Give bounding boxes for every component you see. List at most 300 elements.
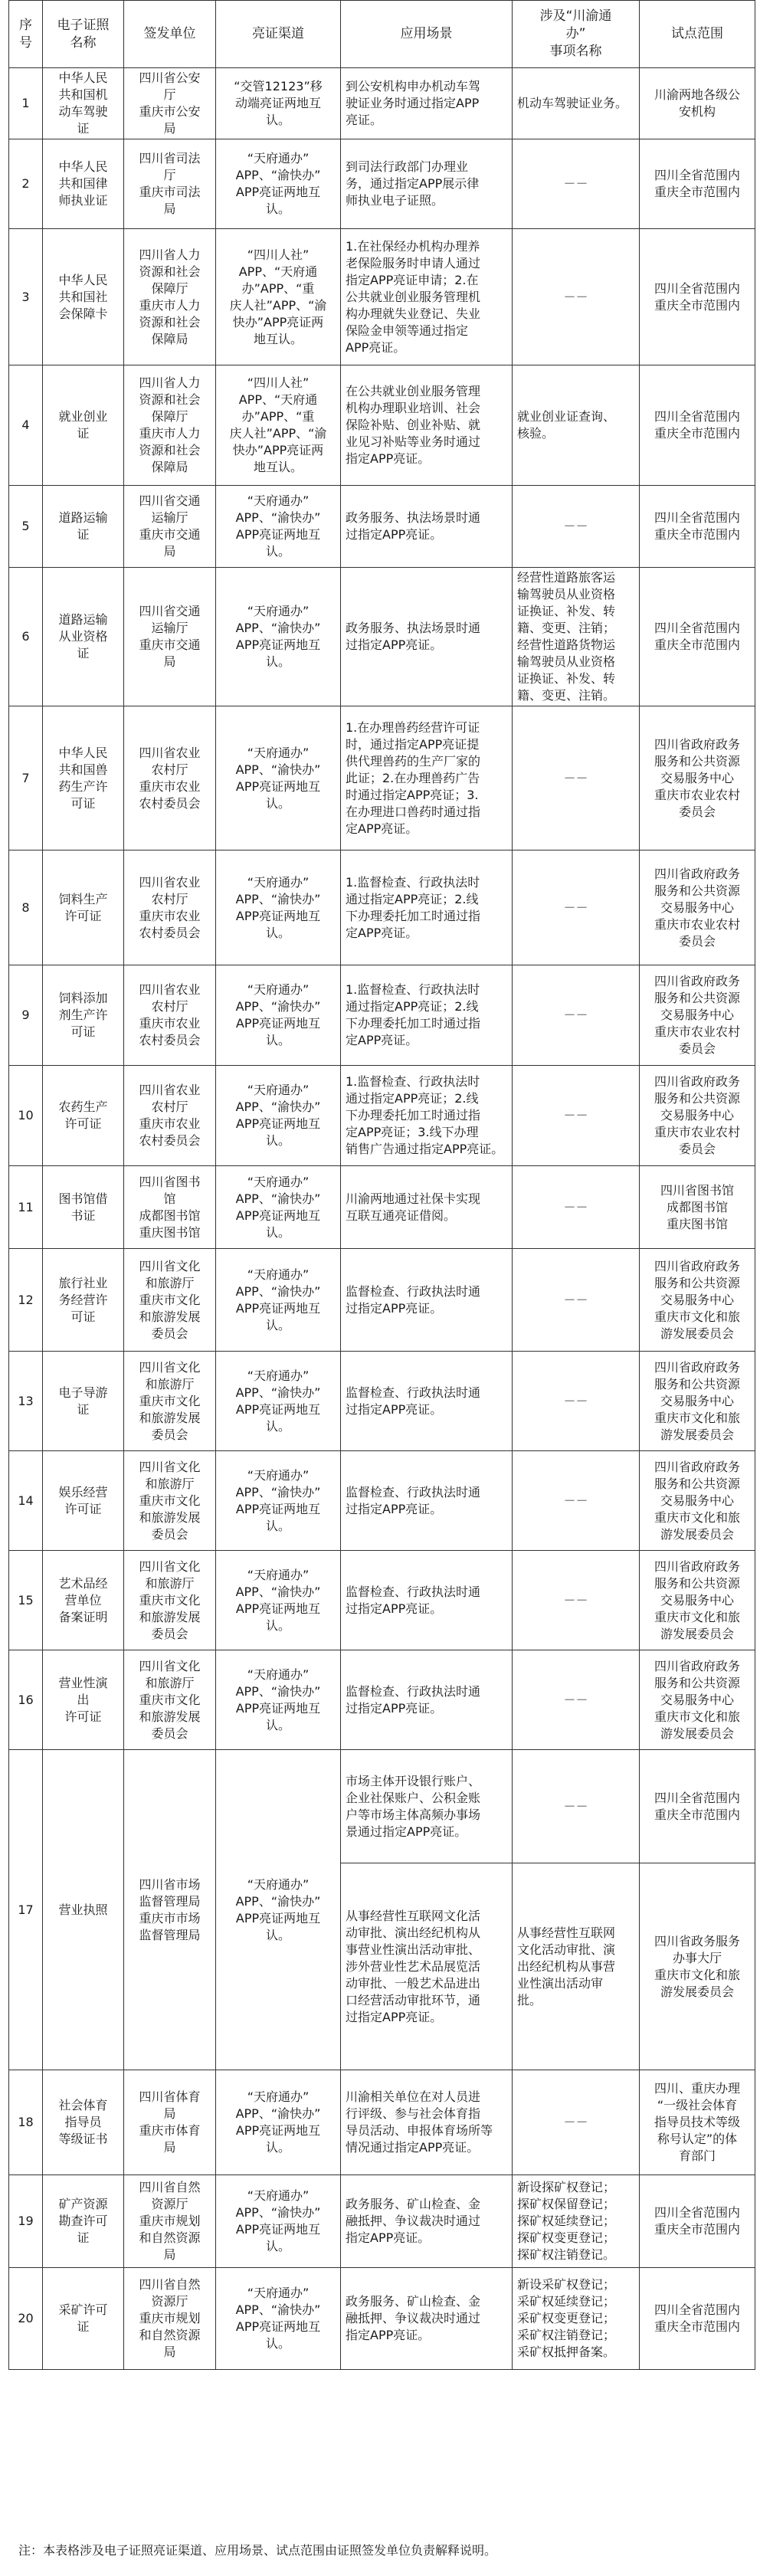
cell-text-line: －－ (563, 2115, 588, 2129)
cell-text-line: 行评级、参与社会体育指 (346, 2106, 481, 2121)
cell-text-line: 四川全省范围内 (654, 168, 740, 182)
cell-text-line: 药生产许 (58, 778, 108, 794)
cell-text-line: APP亮证两地互 (235, 637, 321, 652)
cell-text-line: 从事经营性互联网 (517, 1925, 616, 1940)
cell-range (640, 139, 755, 229)
cell-text-line: “天府通办” (247, 1267, 310, 1282)
cell-text-line: 和旅游厅 (145, 1675, 195, 1690)
cell-text-line: 认。 (265, 1927, 290, 1942)
cell-text-line: 交易服务中心 (660, 900, 734, 915)
cell-text-line: 定APP亮证。 (346, 1033, 418, 1047)
cell-text-line: 证 (77, 2230, 90, 2245)
cell-text-line: 通过指定APP亮证；2.线 (346, 891, 479, 906)
cell-text-line: 四川省交通 (139, 604, 201, 618)
cell-text-line: 资源和社会 (139, 264, 201, 279)
cell-unit (124, 568, 216, 706)
cell-text-line: 游发展委员会 (660, 1626, 734, 1641)
cell-text-line: 保障局 (151, 331, 188, 346)
cell-range (640, 1863, 755, 2070)
cell-text-line: 农村厅 (151, 1100, 188, 1114)
cell-text-line: 重庆市文化 (139, 1592, 201, 1608)
cell-text-line: 四川省文化 (139, 1359, 201, 1375)
cell-items (513, 1352, 640, 1451)
cell-text-line: 下办理委托加工时通过指 (346, 1016, 481, 1031)
cell-items (513, 1249, 640, 1352)
cell-text-line: 证 (77, 1401, 90, 1417)
cell-text-line: 探矿权延续登记； (517, 2214, 616, 2228)
cell-text-line: 认。 (265, 1224, 290, 1240)
cell-text-line: “天府通办” (247, 2089, 310, 2104)
cell-text-line: 四川、重庆办理 (654, 2081, 740, 2096)
cell-text-line: APP亮证两地互 (235, 1910, 321, 1925)
cell-channel (216, 965, 341, 1066)
cell-text-line: 指定APP亮证。 (346, 2230, 431, 2245)
cell-text-line: 应用场景 (400, 26, 453, 41)
cell-text-line: 四川省政府政务 (654, 974, 740, 988)
cell-name (43, 2175, 124, 2268)
cell-text-line: 四川省政府政务 (654, 866, 740, 881)
cell-no: 7 (9, 706, 43, 850)
table-row (9, 1451, 755, 1551)
cell-text-line: 指导员 (64, 2115, 102, 2129)
cell-text-line: 认。 (265, 1133, 290, 1148)
cell-text-line: 认。 (265, 1033, 290, 1047)
cell-unit (124, 850, 216, 965)
cell-text-line: 在办理进口兽药时通过指 (346, 804, 481, 819)
cell-text-line: －－ (563, 1592, 588, 1608)
cell-text-line: 序 (19, 17, 32, 33)
cell-text-line: 构办理就失业登记、失业 (346, 306, 481, 321)
cell-text-line: 可证 (70, 1024, 96, 1039)
cell-text-line: 庆人社”APP、“渝 (229, 297, 327, 313)
cell-unit (124, 1352, 216, 1451)
cell-text-line: 四川省政府政务 (654, 1359, 740, 1375)
cell-text-line: 四川全省范围内 (654, 409, 740, 424)
cell-channel (216, 365, 341, 486)
cell-text-line: “天府通办” (247, 493, 310, 508)
cell-text-line: 事项名称 (549, 44, 602, 59)
cell-text-line: 局 (163, 2106, 176, 2121)
cell-no: 6 (9, 568, 43, 706)
cell-unit (124, 486, 216, 568)
header-name (43, 1, 124, 68)
cell-text-line: 重庆全市范围内 (654, 637, 740, 652)
cell-text-line: 等级证书 (58, 2132, 108, 2146)
cell-text-line: 务，通过指定APP展示律 (346, 176, 480, 191)
cell-text-line: APP、“渝快办” (235, 891, 321, 906)
cell-text-line: －－ (563, 1493, 588, 1508)
cell-text-line: 营单位 (64, 1592, 102, 1608)
cell-text-line: APP亮证两地互 (235, 2222, 321, 2237)
cell-text-line: “天府通办” (247, 982, 310, 997)
table-row (9, 965, 755, 1066)
cell-text-line: 和旅游发展 (139, 1709, 201, 1724)
cell-text-line: 四川全省范围内 (654, 510, 740, 525)
cell-unit (124, 1551, 216, 1650)
cell-text-line: 服务和公共资源 (654, 991, 740, 1005)
cell-name (43, 568, 124, 706)
cell-text-line: 指定APP亮证。 (346, 451, 431, 466)
cell-text-line: 下办理委托加工时通过指 (346, 1108, 481, 1122)
cell-text-line: 委员会 (151, 1326, 188, 1341)
cell-no: 8 (9, 850, 43, 965)
cell-text-line: APP亮证。 (346, 339, 406, 355)
cell-unit (124, 2175, 216, 2268)
cell-range (640, 706, 755, 850)
cell-channel (216, 1166, 341, 1249)
cell-text-line: 名称 (70, 34, 97, 51)
cell-channel (216, 1750, 341, 2070)
cell-text-line: 四川省自然 (139, 2277, 201, 2292)
cell-text-line: 中华人民 (58, 745, 108, 760)
cell-range (640, 1451, 755, 1551)
cell-range (640, 68, 755, 139)
cell-text-line: APP亮证两地互 (235, 1501, 321, 1516)
cell-text-line: APP亮证两地互 (235, 1300, 321, 1316)
cell-text-line: 营业性演 (58, 1675, 108, 1690)
cell-text-line: APP、“渝快办” (235, 1191, 321, 1206)
cell-text-line: 川渝两地通过社保卡实现 (346, 1191, 481, 1206)
cell-text-line: 机构办理职业培训、社会 (346, 401, 481, 415)
cell-text-line: 认。 (265, 544, 290, 559)
table-row (9, 139, 755, 229)
table-row (9, 706, 755, 850)
cell-text-line: 供代理兽药的生产厂家的 (346, 753, 481, 769)
cell-text-line: 业性演出活动审 (517, 1975, 604, 1991)
cell-text-line: 办”APP、“重 (241, 280, 315, 296)
cell-text-line: 四川省文化 (139, 1558, 201, 1574)
cell-text-line: 销售广告通过指定APP亮证。 (346, 1142, 504, 1156)
cell-text-line: 认。 (265, 795, 290, 811)
cell-text-line: 共和国律 (58, 176, 108, 191)
cell-name (43, 2070, 124, 2175)
cell-text-line: 认。 (265, 1418, 290, 1434)
cell-text-line: 快办”APP亮证两 (232, 443, 324, 457)
cell-text-line: 运输厅 (151, 510, 188, 525)
cell-text-line: 涉及“川渝通 (539, 8, 612, 24)
cell-text-line: 地互认。 (253, 331, 303, 346)
cell-text-line: 到司法行政部门办理业 (346, 159, 469, 174)
cell-text-line: 可证 (70, 1309, 96, 1324)
cell-text-line: 地互认。 (253, 460, 303, 474)
cell-items (513, 1166, 640, 1249)
cell-text-line: －－ (563, 1692, 588, 1707)
cell-unit (124, 365, 216, 486)
cell-text-line: 籍、变更、注销； (517, 621, 616, 635)
cell-text-line: APP亮证两地互 (235, 778, 321, 794)
cell-text-line: “天府通办” (247, 874, 310, 890)
cell-text-line: 游发展委员会 (660, 1984, 734, 1999)
cell-text-line: 委员会 (678, 933, 716, 949)
cell-text-line: 经营性道路旅客运 (517, 570, 616, 585)
cell-text-line: 定APP亮证。 (346, 821, 418, 836)
cell-unit (124, 965, 216, 1066)
cell-text-line: 农村厅 (151, 891, 188, 906)
cell-text-line: 景通过指定APP亮证。 (346, 1824, 467, 1839)
cell-text-line: 庆人社”APP、“渝 (229, 426, 327, 441)
cell-no: 18 (9, 2070, 43, 2175)
cell-text-line: 过指定APP亮证。 (346, 1601, 443, 1616)
cell-items (513, 1650, 640, 1750)
cell-text-line: 指定APP亮证申请；2.在 (346, 272, 479, 287)
cell-range (640, 229, 755, 365)
cell-unit (124, 2070, 216, 2175)
cell-text-line: 四川全省范围内 (654, 2302, 740, 2317)
cell-text-line: 中华人民 (58, 272, 108, 287)
cell-text-line: 保障局 (151, 460, 188, 474)
cell-text-line: 务经营许 (58, 1292, 108, 1307)
table-row (9, 68, 755, 139)
cell-channel (216, 568, 341, 706)
cell-text-line: 证 (77, 2319, 90, 2334)
cell-text-line: 重庆市农业农村 (654, 916, 740, 932)
cell-text-line: 书证 (70, 1208, 96, 1223)
cell-text-line: 重庆市规划 (139, 2214, 201, 2228)
cell-no: 12 (9, 1249, 43, 1352)
cell-text-line: 亮证渠道 (252, 26, 304, 41)
cell-channel (216, 1249, 341, 1352)
cell-text-line: 和自然资源 (139, 2328, 201, 2342)
cell-text-line: 重庆市农业农村 (654, 787, 740, 802)
cell-text-line: 互联互通亮证借阅。 (346, 1208, 457, 1223)
cell-text-line: 探矿权注销登记。 (517, 2247, 616, 2262)
cell-text-line: 过指定APP亮证。 (346, 1501, 443, 1516)
cell-text-line: 交易服务中心 (660, 1393, 734, 1408)
cell-range (640, 1650, 755, 1750)
cell-text-line: 指导员技术等级 (654, 2115, 740, 2129)
cell-name (43, 1166, 124, 1249)
cell-text-line: 师执业证 (58, 193, 108, 208)
cell-text-line: 重庆市文化和旅 (654, 1309, 740, 1324)
header-unit (124, 1, 216, 68)
cell-scene (341, 1451, 513, 1551)
cell-scene (341, 706, 513, 850)
cell-text-line: 监督管理局 (139, 1927, 201, 1942)
cell-text-line: 1.监督检查、行政执法时 (346, 982, 480, 997)
cell-text-line: 重庆市司法 (139, 185, 201, 199)
cell-text-line: 定APP亮证。 (346, 925, 418, 940)
cell-text-line: 会保障卡 (58, 306, 108, 321)
table-row (9, 850, 755, 965)
cell-text-line: 重庆市交通 (139, 527, 201, 542)
cell-text-line: 资源厅 (151, 2294, 188, 2309)
cell-text-line: 采矿权注销登记； (517, 2328, 616, 2342)
header-row (9, 1, 755, 68)
cell-text-line: APP亮证两地互 (235, 2319, 321, 2334)
cell-name (43, 1650, 124, 1750)
cell-text-line: 动端亮证两地互 (234, 96, 321, 110)
cell-no: 1 (9, 68, 43, 139)
cell-text-line: 签发单位 (143, 26, 196, 41)
cell-text-line: APP亮证两地互 (235, 1116, 321, 1131)
cell-items (513, 365, 640, 486)
cell-items (513, 2070, 640, 2175)
cell-text-line: 厅 (163, 87, 176, 102)
cell-text-line: 输驾驶员从业资格 (517, 587, 616, 601)
table-row (9, 2175, 755, 2268)
cell-text-line: 就业创业证查询、 (517, 409, 616, 424)
cell-text-line: －－ (563, 289, 588, 304)
header-channel (216, 1, 341, 68)
cell-text-line: 指定APP亮证。 (346, 2328, 431, 2342)
cell-scene (341, 68, 513, 139)
cell-text-line: 重庆市文化和旅 (654, 1509, 740, 1525)
cell-text-line: 重庆市文化 (139, 1493, 201, 1508)
cell-text-line: 重庆市文化 (139, 1692, 201, 1707)
cell-text-line: APP、“渝快办” (235, 1385, 321, 1400)
cell-text-line: 新设采矿权登记； (517, 2277, 616, 2292)
cell-text-line: APP亮证两地互 (235, 185, 321, 199)
cell-text-line: APP、“渝快办” (235, 1584, 321, 1599)
cell-text-line: 监督管理局 (139, 1893, 201, 1909)
cell-channel (216, 2070, 341, 2175)
cell-text-line: 和旅游厅 (145, 1476, 195, 1491)
table-row (9, 1750, 755, 1863)
cell-no: 20 (9, 2268, 43, 2370)
cell-text-line: 重庆市农业 (139, 1116, 201, 1131)
cell-text-line: 饲料生产 (58, 891, 108, 906)
cell-channel (216, 2175, 341, 2268)
cell-channel (216, 850, 341, 965)
cell-text-line: 局 (163, 121, 176, 136)
cell-text-line: “交管12123”移 (234, 79, 323, 93)
cell-text-line: 重庆市农业 (139, 778, 201, 794)
certificate-table (8, 0, 755, 2370)
cell-no: 14 (9, 1451, 43, 1551)
cell-text-line: APP、“渝快办” (235, 168, 321, 182)
table-row (9, 1249, 755, 1352)
cell-text-line: 四川省农业 (139, 1083, 201, 1097)
cell-items (513, 568, 640, 706)
cell-text-line: 户等市场主体高频办事场 (346, 1807, 481, 1822)
cell-text-line: APP、“渝快办” (235, 762, 321, 777)
cell-text-line: APP、“渝快办” (235, 2106, 321, 2121)
cell-text-line: 育部门 (678, 2148, 716, 2163)
cell-text-line: 四川省政府政务 (654, 1074, 740, 1089)
cell-text-line: 老保险服务时申请人通过 (346, 255, 481, 270)
cell-text-line: －－ (563, 1108, 588, 1122)
cell-text-line: 交易服务中心 (660, 1292, 734, 1307)
cell-text-line: 过指定APP亮证。 (346, 1700, 443, 1716)
cell-text-line: 许可证 (64, 1709, 102, 1724)
cell-text-line: 四川省文化 (139, 1258, 201, 1273)
cell-text-line: 四川省文化 (139, 1459, 201, 1474)
cell-text-line: 1.在办理兽药经营许可证 (346, 719, 480, 735)
cell-text-line: 委员会 (678, 1041, 716, 1056)
cell-text-line: 批。 (517, 1992, 542, 2007)
footnote: 注：本表格涉及电子证照亮证渠道、应用场景、试点范围由证照签发单位负责解释说明。 (18, 2543, 497, 2558)
cell-text-line: 交易服务中心 (660, 1692, 734, 1707)
cell-text-line: 四川省文化 (139, 1658, 201, 1673)
cell-text-line: 企业社保账户、公积金账 (346, 1790, 481, 1805)
header-range (640, 1, 755, 68)
cell-scene (341, 2070, 513, 2175)
cell-text-line: 政务服务、执法场景时通 (346, 510, 481, 525)
cell-text-line: “天府通办” (247, 1083, 310, 1097)
cell-text-line: APP、“渝快办” (235, 510, 321, 525)
cell-text-line: 融抵押、争议裁决时通过 (346, 2214, 481, 2228)
cell-text-line: 娱乐经营 (58, 1484, 108, 1499)
cell-text-line: 服务和公共资源 (654, 1575, 740, 1591)
cell-items (513, 1750, 640, 1863)
table-row (9, 229, 755, 365)
cell-name (43, 1249, 124, 1352)
cell-text-line: 称号认定”的体 (657, 2132, 738, 2146)
cell-text-line: 重庆全市范围内 (654, 1807, 740, 1822)
cell-text-line: 重庆全市范围内 (654, 297, 740, 313)
cell-text-line: “四川人社” (247, 375, 310, 390)
cell-text-line: 动车驾驶 (58, 104, 108, 119)
cell-text-line: 川渝两地各级公 (654, 87, 740, 102)
cell-channel (216, 68, 341, 139)
cell-text-line: 口经营活动审批环节，通 (346, 1992, 481, 2007)
cell-text-line: 政务服务、执法场景时通 (346, 621, 481, 635)
cell-text-line: 交易服务中心 (660, 1008, 734, 1022)
table-row (9, 1066, 755, 1166)
cell-text-line: 局 (163, 2247, 176, 2262)
cell-text-line: 交易服务中心 (660, 770, 734, 785)
cell-text-line: 认。 (265, 1317, 290, 1332)
cell-name (43, 1066, 124, 1166)
cell-text-line: 四川省农业 (139, 745, 201, 760)
cell-text-line: 四川省政府政务 (654, 1658, 740, 1673)
cell-text-line: 重庆市交通 (139, 637, 201, 652)
cell-text-line: 监督检查、行政执法时通 (346, 1484, 481, 1499)
cell-text-line: APP、“渝快办” (235, 1683, 321, 1699)
cell-channel (216, 1650, 341, 1750)
cell-text-line: 保障厅 (151, 280, 188, 296)
cell-text-line: “天府通办” (247, 1567, 310, 1582)
cell-text-line: 通过指定APP亮证；2.线 (346, 999, 479, 1014)
cell-text-line: APP亮证两地互 (235, 1601, 321, 1616)
cell-text-line: 局 (163, 654, 176, 669)
cell-text-line: 试点范围 (671, 26, 723, 41)
cell-text-line: 涉外营业性艺术品展览活 (346, 1958, 481, 1974)
cell-text-line: 委员会 (151, 1726, 188, 1741)
cell-text-line: 时，通过指定APP亮证提 (346, 736, 480, 752)
cell-text-line: 农村厅 (151, 999, 188, 1014)
cell-text-line: 探矿权变更登记； (517, 2230, 616, 2245)
cell-text-line: 四川省图书 (139, 1174, 201, 1189)
cell-unit (124, 1451, 216, 1551)
cell-text-line: APP、“渝快办” (235, 1100, 321, 1114)
cell-name (43, 365, 124, 486)
cell-no: 4 (9, 365, 43, 486)
cell-items (513, 850, 640, 965)
cell-text-line: 认。 (265, 202, 290, 216)
cell-text-line: 保障厅 (151, 409, 188, 424)
cell-text-line: 重庆市公安 (139, 104, 201, 119)
cell-scene (341, 486, 513, 568)
cell-text-line: －－ (563, 519, 588, 533)
cell-text-line: “天府通办” (247, 604, 310, 618)
cell-text-line: 认。 (265, 1717, 290, 1732)
cell-channel (216, 706, 341, 850)
cell-text-line: 资源和社会 (139, 392, 201, 407)
cell-text-line: 重庆图书馆 (139, 1224, 201, 1240)
cell-text-line: 探矿权保留登记； (517, 2197, 616, 2211)
cell-text-line: 许可证 (64, 908, 102, 923)
cell-text-line: 事营业性演出活动审批、 (346, 1942, 481, 1957)
cell-no: 19 (9, 2175, 43, 2268)
cell-text-line: 四川省政府政务 (654, 1258, 740, 1273)
cell-text-line: 剂生产许 (58, 1008, 108, 1022)
cell-text-line: 重庆全市范围内 (654, 2222, 740, 2237)
cell-text-line: 局 (163, 544, 176, 559)
cell-text-line: 办”APP、“重 (241, 409, 315, 424)
cell-text-line: 局 (163, 2140, 176, 2155)
cell-scene (341, 1249, 513, 1352)
